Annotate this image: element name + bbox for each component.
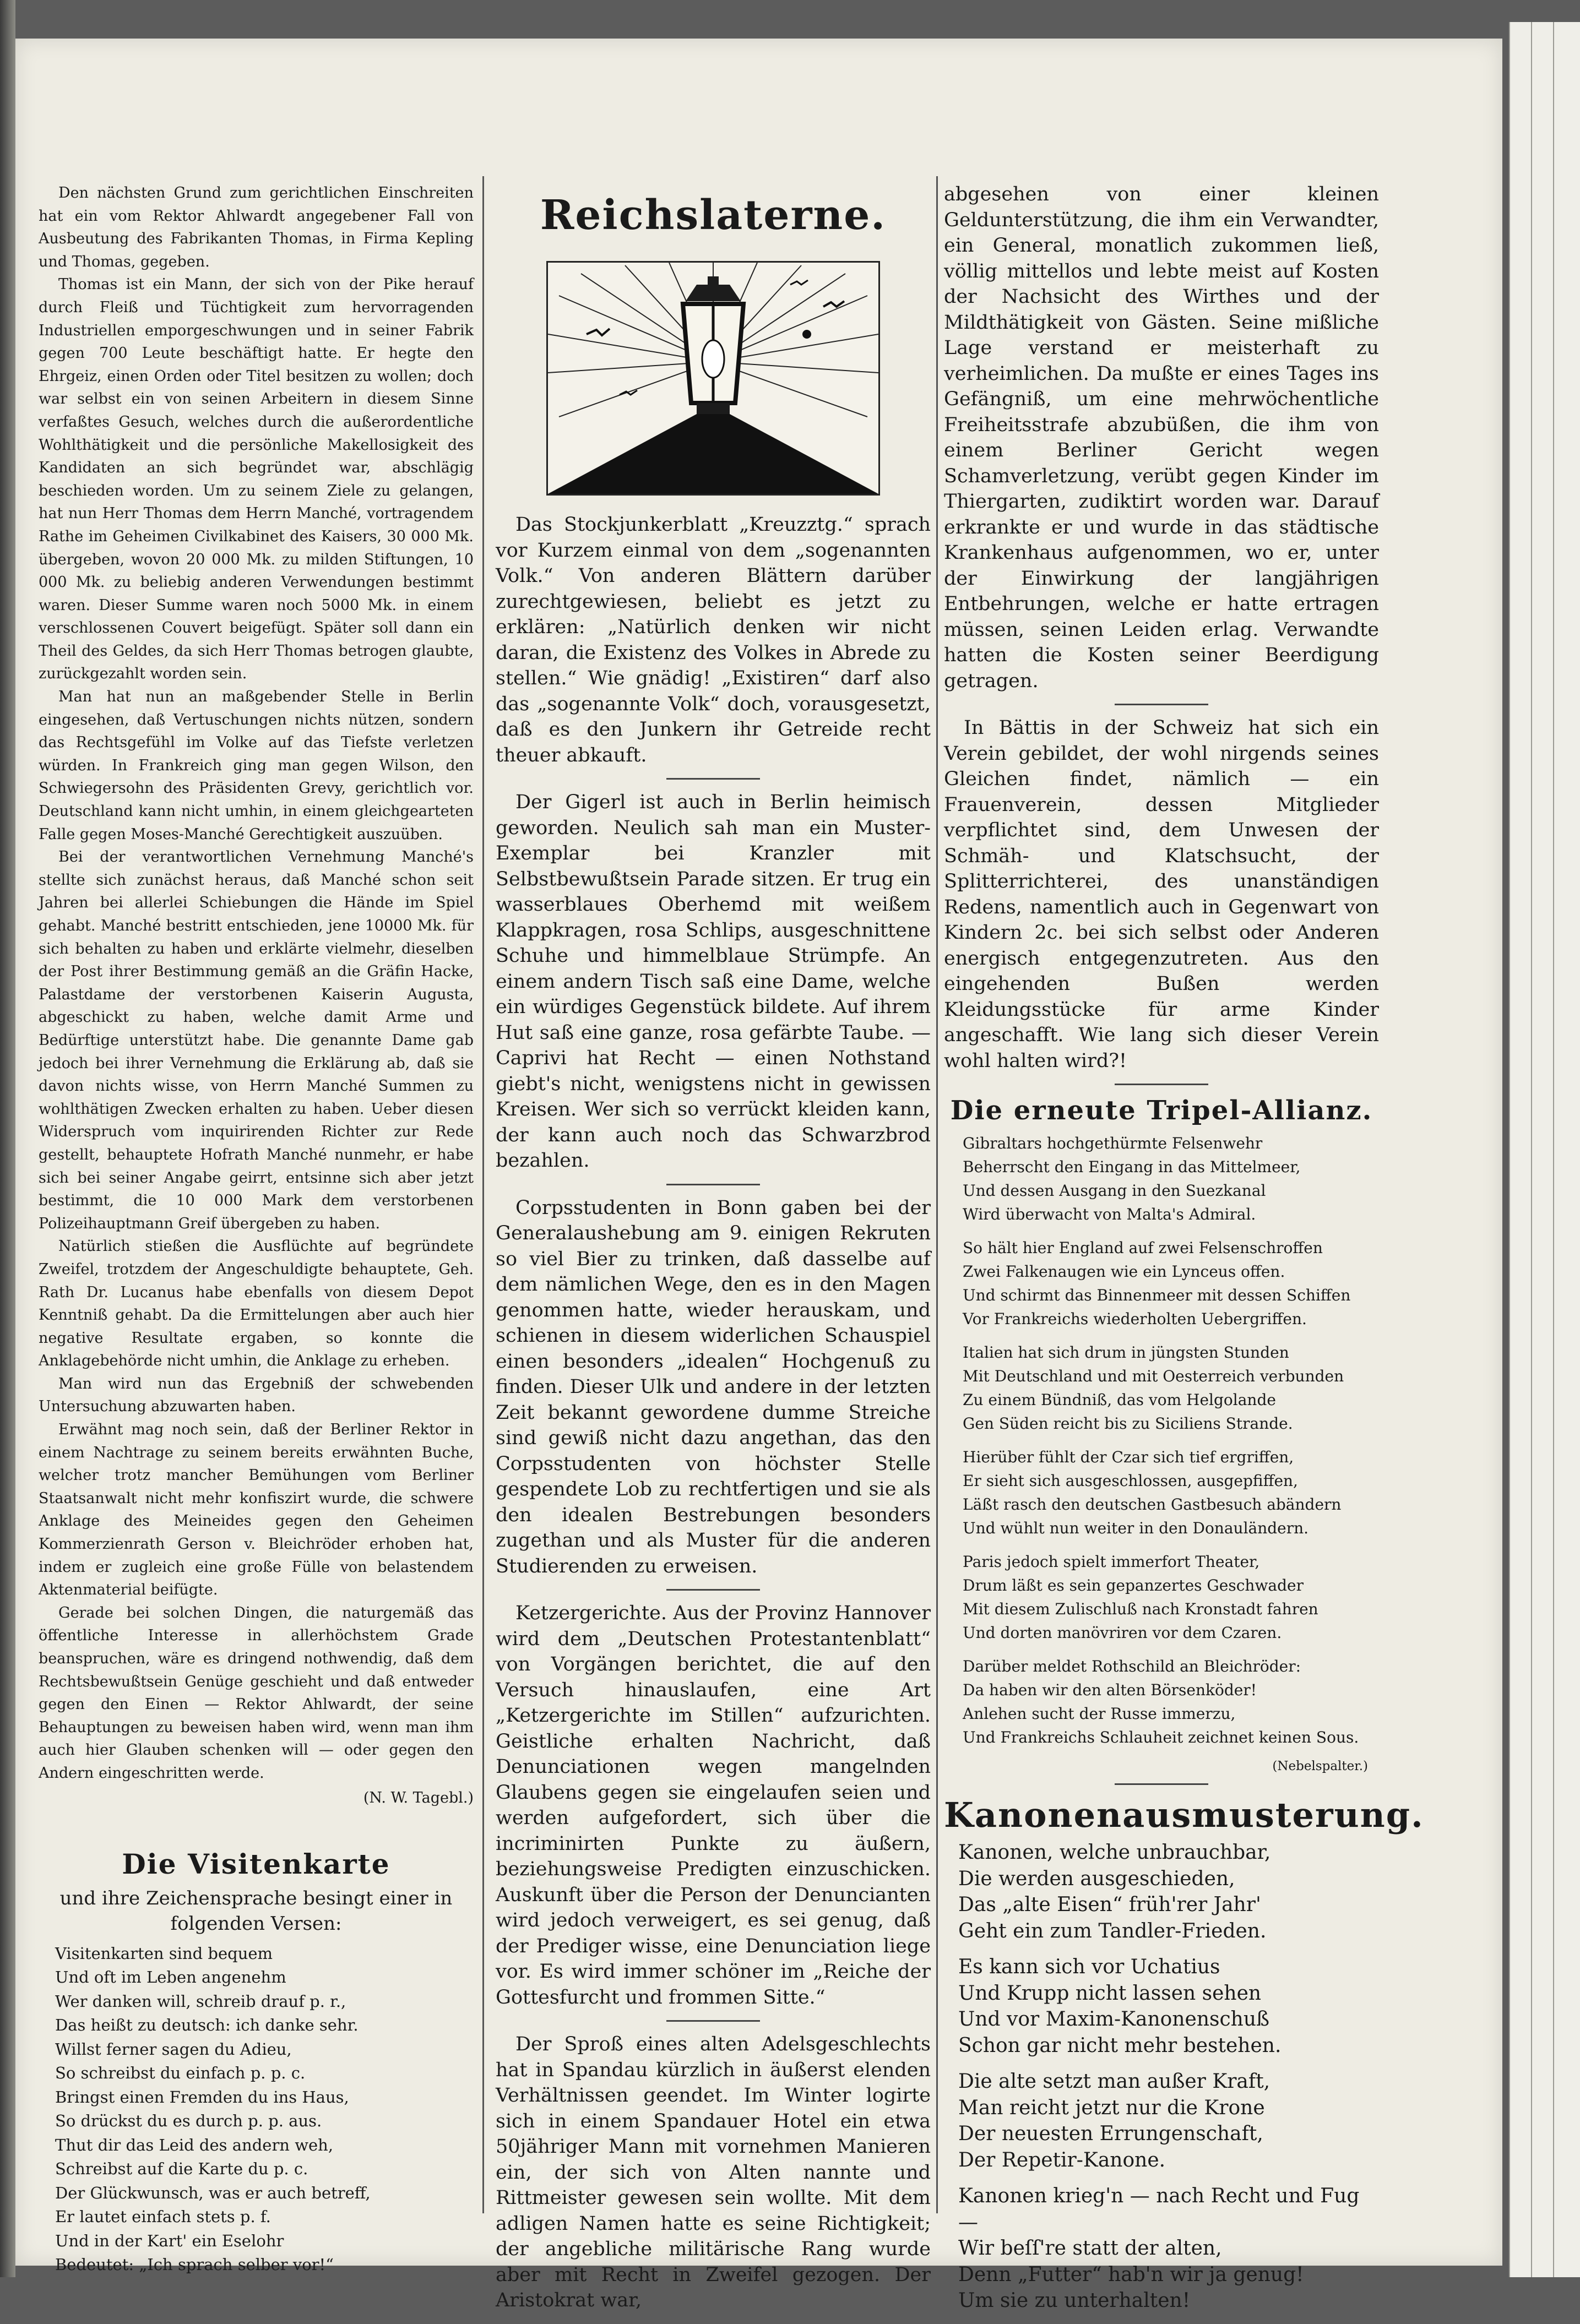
lantern-icon: [548, 263, 878, 494]
verse-line: Er lautet einfach stets p. f.: [55, 2207, 271, 2227]
verse-line: Und Frankreichs Schlauheit zeichnet keinen Sous.: [963, 1728, 1359, 1746]
stanza: [958, 2069, 1379, 2173]
stanza: [963, 1654, 1379, 1749]
column-rule-left: [482, 176, 484, 2213]
verse-line: Kanonen, welche unbrauchbar,: [958, 1841, 1271, 1864]
verse-line: Man reicht jetzt nur die Krone: [958, 2096, 1265, 2119]
visitenkarte-subtitle-2: folgenden Versen:: [170, 1912, 342, 1935]
verse-line: Um sie zu unterhalten!: [958, 2289, 1191, 2312]
stanza: [958, 1839, 1379, 1944]
kanonen-poem: [958, 1839, 1379, 2314]
separator: [1115, 1783, 1208, 1785]
verse-line: Gibraltars hochgethürmte Felsenwehr: [963, 1134, 1263, 1152]
column-rule-right: [936, 176, 938, 2213]
verse-line: Hierüber fühlt der Czar sich tief ergriffen,: [963, 1448, 1294, 1466]
paragraph: Thomas ist ein Mann, der sich von der Pike herauf durch Fleiß und Tüchtigkeit zum hervorragenden Industriellen emporgeschwungen und in seiner Fabrik gegen 700 Leute beschäftigt hatte. Er hegte den Ehrgeiz, einen Orden oder Titel besitzen zu wollen; doch war selbst ein von seinen Arbeitern in diesem Sinne verfaßtes Gesuch, welches durch die außerordentliche Wohlthätigkeit und die persönliche Makellosigkeit des Kandidaten an sich begründet war, abschlägig beschieden worden. Um zu seinem Ziele zu gelangen, hat nun Herr Thomas dem Herrn Manché, vortragendem Rathe im Geheimen Civilkabinet des Kaisers, 30 000 Mk. übergeben, wovon 20 000 Mk. zu milden Stiftungen, 10 000 Mk. zu beliebig anderen Verwendungen bestimmt waren. Dieser Summe waren noch 5000 Mk. in einem verschlossenen Couvert beigefügt. Später soll dann ein Theil des Geldes, da sich Herr Thomas betrogen glaubte, zurückgezahlt worden sein.: [39, 276, 474, 683]
verse-line: Und vor Maxim-Kanonenschuß: [958, 2008, 1270, 2031]
corpsstudenten-article: [496, 1195, 931, 1580]
separator: [666, 1184, 760, 1185]
verse-line: Willst ferner sagen du Adieu,: [55, 2039, 292, 2059]
ahlwardt-article: [39, 182, 474, 1785]
separator: [666, 778, 760, 780]
verse-line: Anlehen sucht der Russe immerzu,: [963, 1705, 1236, 1723]
page-edge-2: [1531, 22, 1554, 2277]
paragraph: Das Stockjunkerblatt „Kreuzztg.“ sprach vor Kurzem einmal von dem „sogenannten Volk.“ Von anderen Blättern darüber zurechtgewiesen, beliebt es jetzt zu erklären: „Natürlich denken wir nicht daran, die Existenz des Volkes in Abrede zu stellen.“ Wie gnädig! „Existiren“ darf also das „sogenannte Volk“ doch, vorausgesetzt, daß es den Junkern ihr Getreide recht theuer abkauft.: [496, 514, 931, 766]
nebelspalter-source: (Nebelspalter.): [1272, 1759, 1368, 1773]
verse-line: Und dessen Ausgang in den Suezkanal: [963, 1182, 1266, 1200]
verse-line: Wir beſſ're statt der alten,: [958, 2237, 1222, 2260]
visitenkarte-verses: [55, 1942, 474, 2277]
verse-line: Das heißt zu deutsch: ich danke sehr.: [55, 2016, 359, 2035]
verse-line: Schon gar nicht mehr bestehen.: [958, 2034, 1282, 2057]
verse-line: Es kann sich vor Uchatius: [958, 1956, 1220, 1978]
stanza: [963, 1550, 1379, 1645]
verse-line: So schreibst du einfach p. p. c.: [55, 2064, 306, 2083]
verse-line: Läßt rasch den deutschen Gastbesuch abändern: [963, 1495, 1342, 1514]
verse-line: Drum läßt es sein gepanzertes Geschwader: [963, 1576, 1304, 1594]
visitenkarte-title: Die Visitenkarte: [122, 1847, 390, 1880]
paragraph: Natürlich stießen die Ausflüchte auf begründete Zweifel, trotzdem der Angeschuldigte behauptete, Geh. Rath Dr. Lucanus habe ebenfalls von diesem Depot Kenntniß gehabt. Da die Ermittelungen aber auch hier negative Resultate ergaben, so konnte die Anklagebehörde nicht umhin, die Anklage zu erheben.: [39, 1238, 474, 1370]
stanza: [958, 2183, 1379, 2314]
verse-line: Zwei Falkenaugen wie ein Lynceus offen.: [963, 1262, 1285, 1281]
paragraph: Der Gigerl ist auch in Berlin heimisch geworden. Neulich sah man ein Muster-Exemplar bei Kranzler mit Selbstbewußtsein Parade sitzen. Er trug ein wasserblaues Oberhemd mit weißem Klappkragen, rosa Schlips, ausgeschnittene Schuhe und himmelblaue Strümpfe. An einem andern Tisch saß eine Dame, welche ein würdiges Gegenstück bildete. Auf ihrem Hut saß eine ganze, rosa gefärbte Taube. — Caprivi hat Recht — einen Nothstand giebt's nicht, wenigstens nicht in gewissen Kreisen. Wer sich so verrückt kleiden kann, der kann auch noch das Schwarzbrod bezahlen.: [496, 791, 931, 1172]
verse-line: Da haben wir den alten Börsenköder!: [963, 1681, 1257, 1699]
book-spine: [0, 0, 15, 2277]
paragraph: Den nächsten Grund zum gerichtlichen Einschreiten hat ein vom Rektor Ahlwardt angegebener Fall von Ausbeutung des Fabrikanten Thomas, in Firma Kepling und Thomas, gegeben.: [39, 184, 474, 270]
paragraph: In Bättis in der Schweiz hat sich ein Verein gebildet, der wohl nirgends seines Gleichen findet, nämlich — ein Frauenverein, dessen Mitglieder verpflichtet sind, dem Unwesen der Schmäh- und Klatschsucht, der Splitterrichterei, des unanständigen Redens, namentlich auch in Gegenwart von Kindern 2c. bei sich selbst oder Anderen energisch entgegenzutreten. Aus den eingehenden Bußen werden Kleidungsstücke für arme Kinder angeschafft. Wie lang sich dieser Verein wohl halten wird?!: [944, 717, 1379, 1072]
adelsgeschlecht-continued: [944, 182, 1379, 694]
verse-line: Bedeutet: „Ich sprach selber vor!“: [55, 2255, 334, 2274]
verse-line: So hält hier England auf zwei Felsenschroffen: [963, 1239, 1323, 1257]
separator: [1115, 1084, 1208, 1085]
verse-line: Kanonen krieg'n — nach Recht und Fug —: [958, 2185, 1360, 2234]
kreuzzeitung-article: [496, 512, 931, 768]
verse-line: Gen Süden reicht bis zu Siciliens Strande.: [963, 1414, 1293, 1433]
page-edge-1: [1509, 22, 1532, 2277]
article-source: (N. W. Tagebl.): [363, 1789, 474, 1806]
verse-line: Der Glückwunsch, was er auch betreff,: [55, 2183, 371, 2202]
verse-line: Der Repetir-Kanone.: [958, 2148, 1166, 2171]
column-middle: [496, 182, 931, 2314]
reichslaterne-title: Reichslaterne.: [540, 192, 887, 239]
verse-line: Und wühlt nun weiter in den Donauländern.: [963, 1519, 1309, 1537]
verse-line: Und oft im Leben angenehm: [55, 1968, 286, 1987]
verse-line: Mit diesem Zulischluß nach Kronstadt fahren: [963, 1600, 1318, 1618]
stanza: [958, 1954, 1379, 2059]
kanonen-title: Kanonenausmusterung.: [944, 1795, 1424, 1835]
newspaper-page: [15, 39, 1502, 2312]
verse-line: Das „alte Eisen“ früh'rer Jahr': [958, 1893, 1261, 1916]
visitenkarte-subtitle-1: und ihre Zeichensprache besingt einer in: [59, 1887, 453, 1909]
verse-line: Und dorten manövriren vor dem Czaren.: [963, 1624, 1282, 1642]
paragraph: Corpsstudenten in Bonn gaben bei der Generalaushebung am 9. einigen Rekruten so viel Bier zu trinken, daß dasselbe auf dem nämlichen Wege, den es in den Magen genommen hatte, wieder herauskam, und schienen in diesem widerlichen Schauspiel einen besonders „idealen“ Hochgenuß zu finden. Dieser Ulk und andere in der letzten Zeit bekannt gewordene dumme Streiche sind gewiß nicht dazu angethan, das den Corpsstudenten von höchster Stelle gespendete Lob zu rechtfertigen und sie als den idealen Bestrebungen besonders zugethan und als Muster für die anderen Studierenden zu erweisen.: [496, 1196, 931, 1577]
frauenverein-article: [944, 715, 1379, 1074]
adelsgeschlecht-article: [496, 2032, 931, 2314]
tripel-allianz-title: Die erneute Tripel-Allianz.: [950, 1095, 1373, 1126]
paragraph: Erwähnt mag noch sein, daß der Berliner Rektor in einem Nachtrage zu seinem bereits erwähnten Buche, welcher trotz mancher Bemühungen vom Berliner Staatsanwalt nicht mehr konfiszirt wurde, die schwere Anklage des Meineides gegen den Geheimen Kommerzienrath Gerson v. Bleichröder erhoben hat, indem er zugleich eine große Fülle von belastendem Aktenmaterial beifügte.: [39, 1421, 474, 1599]
verse-line: Darüber meldet Rothschild an Bleichröder:: [963, 1657, 1301, 1675]
verse-line: Und Krupp nicht lassen sehen: [958, 1982, 1262, 2005]
verse-line: Thut dir das Leid des andern weh,: [55, 2135, 334, 2154]
verse-line: Italien hat sich drum in jüngsten Stunden: [963, 1343, 1289, 1362]
paragraph: Ketzergerichte. Aus der Provinz Hannover wird dem „Deutschen Protestantenblatt“ von Vorgängen berichtet, die auf den Versuch hinauslaufen, eine Art „Ketzergerichte im Stillen“ aufzurichten. Geistliche erhalten Nachricht, daß Denunciationen wegen mangelnden Glaubens gegen sie eingelaufen seien und werden aufgefordert, sich über die incriminirten Punkte zu äußern, beziehungsweise Predigten einzuschicken. Auskunft über die Person der Denuncianten wird jedoch verweigert, es sei genug, daß der Prediger wisse, eine Denunciation liege vor. Es wird immer schöner im „Reiche der Gottesfurcht und frommen Sitte.“: [496, 1602, 931, 2009]
verse-line: Geht ein zum Tandler-Frieden.: [958, 1919, 1267, 1942]
stanza: [963, 1236, 1379, 1331]
stanza: [963, 1341, 1379, 1435]
gigerl-article: [496, 790, 931, 1174]
paragraph: Man hat nun an maßgebender Stelle in Berlin eingesehen, daß Vertuschungen nichts nützen, sondern das Rechtsgefühl im Volke auf das Tiefste verletzen würden. In Frankreich ging man gegen Wilson, den Schwiegersohn des Präsidenten Grevy, gerichtlich vor. Deutschland kann nicht umhin, in einem gleichgearteten Falle gegen Moses-Manché Gerechtigkeit auszuüben.: [39, 688, 474, 843]
paragraph: Man wird nun das Ergebniß der schwebenden Untersuchung abzuwarten haben.: [39, 1375, 474, 1416]
verse-line: Beherrscht den Eingang in das Mittelmeer,: [963, 1158, 1301, 1176]
paragraph: Der Sproß eines alten Adelsgeschlechts hat in Spandau kürzlich in äußerst elenden Verhältnissen geendet. Im Winter logirte sich in einem Spandauer Hotel ein etwa 50jähriger Mann mit vornehmen Manieren ein, der sich von Alten nannte und Rittmeister gewesen sein wollte. Mit dem adligen Namen hatte es seine Richtigkeit; der angebliche militärische Rang wurde aber mit Recht in Zweifel gezogen. Der Aristokrat war,: [496, 2033, 931, 2311]
paragraph: Gerade bei solchen Dingen, die naturgemäß das öffentliche Interesse in allerhöchstem Grade beanspruchen, wäre es dringend nothwendig, daß dem Rechtsbewußtsein Genüge geschieht und daß entweder gegen den Einen — Rektor Ahlwardt, der seine Behauptungen zu beweisen haben wird, wenn man ihm auch hier Glauben schenken will — oder gegen den Andern eingeschritten werde.: [39, 1604, 474, 1782]
verse-line: Denn „Futter“ hab'n wir ja genug!: [958, 2263, 1304, 2286]
verse-line: Die werden ausgeschieden,: [958, 1867, 1235, 1890]
verse-line: Die alte setzt man außer Kraft,: [958, 2070, 1270, 2093]
separator: [666, 1589, 760, 1591]
lantern-illustration: [546, 261, 880, 496]
separator: [1115, 704, 1208, 705]
verse-line: Paris jedoch spielt immerfort Theater,: [963, 1553, 1260, 1571]
verse-line: Visitenkarten sind bequem: [55, 1944, 273, 1963]
verse-line: Und schirmt das Binnenmeer mit dessen Schiffen: [963, 1286, 1351, 1304]
verse-line: Er sieht sich ausgeschlossen, ausgepfiffen,: [963, 1472, 1298, 1490]
verse-line: Bringst einen Fremden du ins Haus,: [55, 2087, 349, 2107]
verse-line: Der neuesten Errungenschaft,: [958, 2122, 1263, 2145]
column-right: [944, 182, 1424, 2324]
verse-line: Schreibst auf die Karte du p. c.: [55, 2159, 308, 2179]
verse-line: Vor Frankreichs wiederholten Uebergriffen.: [963, 1310, 1307, 1328]
stanza: [963, 1131, 1379, 1226]
column-left: [39, 182, 474, 2277]
verse-line: Wird überwacht von Malta's Admiral.: [963, 1205, 1256, 1223]
verse-line: Zu einem Bündniß, das vom Helgolande: [963, 1391, 1276, 1409]
ketzergerichte-article: [496, 1601, 931, 2010]
verse-line: Mit Deutschland und mit Oesterreich verbunden: [963, 1367, 1344, 1385]
verse-line: So drückst du es durch p. p. aus.: [55, 2111, 322, 2131]
verse-line: Wer danken will, schreib drauf p. r.,: [55, 1991, 346, 2011]
paragraph: abgesehen von einer kleinen Geldunterstützung, die ihm ein Verwandter, ein General, monatlich zukommen ließ, völlig mittellos und lebte meist auf Kosten der Nachsicht des Wirthes und der Mildthätigkeit von Gästen. Seine mißliche Lage verstand er meisterhaft zu verheimlichen. Da mußte er eines Tages ins Gefängniß, um eine mehrwöchentliche Freiheitsstrafe abzubüßen, die ihm von einem Berliner Gericht wegen Schamverletzung, verübt gegen Kinder im Thiergarten, zudiktirt worden war. Darauf erkrankte er und wurde in das städtische Krankenhaus aufgenommen, wo er, unter der Einwirkung der langjährigen Entbehrungen, welche er hatte ertragen müssen, seinen Leiden erlag. Verwandte hatten die Kosten seiner Beerdigung getragen.: [944, 183, 1379, 692]
verse-line: Und in der Kart' ein Eselohr: [55, 2231, 284, 2250]
paragraph: Bei der verantwortlichen Vernehmung Manché's stellte sich zunächst heraus, daß Manché schon seit Jahren bei allerlei Schiebungen die Hände im Spiel gehabt. Manché bestritt entschieden, jene 10000 Mk. für sich behalten zu haben und erklärte vielmehr, dieselben der Post ihrer Bestimmung gemäß an die Gräfin Hacke, Palastdame der verstorbenen Kaiserin Augusta, abgeschickt zu haben, welche damit Arme und Bedürftige unterstützt habe. Die genannte Dame gab jedoch bei ihrer Vernehmung die Erklärung ab, daß sie davon nichts wisse, von Herrn Manché Summen zu wohlthätigen Zwecken erhalten zu haben. Ueber diesen Widerspruch vom inquirirenden Richter zur Rede gestellt, behauptete Hofrath Manché nunmehr, er habe sich bei seiner Angabe geirrt, entsinne sich aber jetzt bestimmt, die 10 000 Mark dem verstorbenen Polizeihauptmann Greif übergeben zu haben.: [39, 848, 474, 1232]
stanza: [963, 1445, 1379, 1540]
tripel-allianz-poem: [963, 1131, 1379, 1749]
separator: [666, 2020, 760, 2022]
page-edge-3: [1553, 22, 1580, 2277]
